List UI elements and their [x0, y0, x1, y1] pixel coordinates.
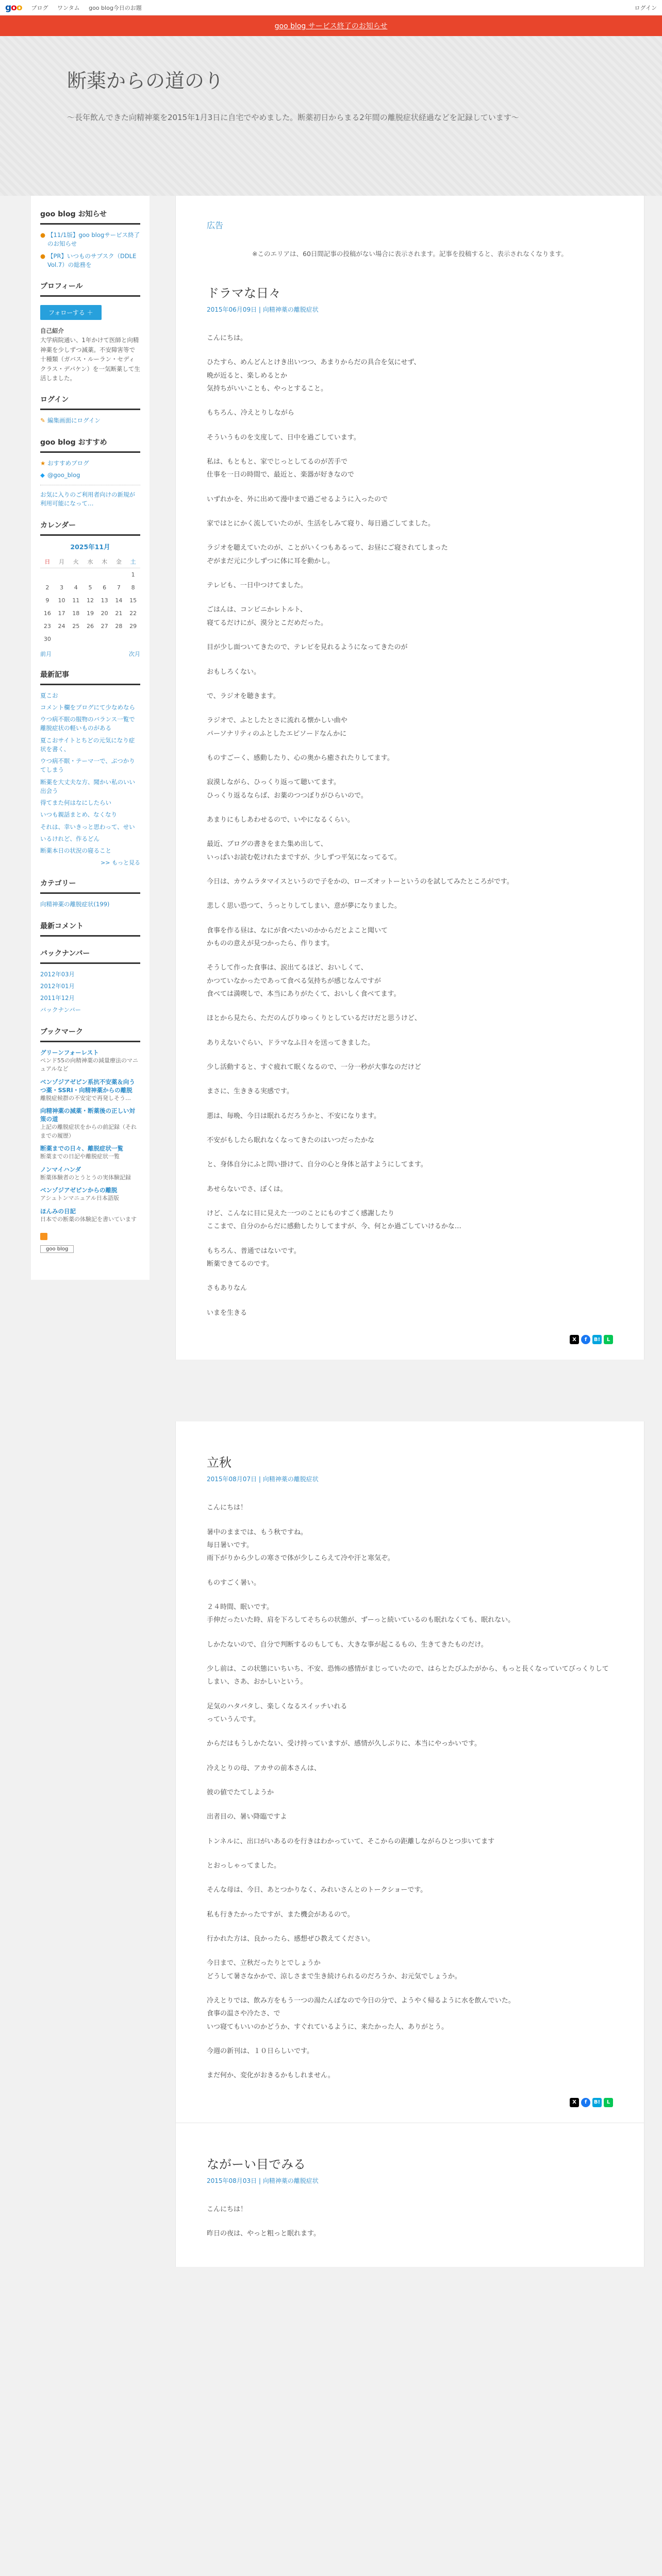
share-bar: [207, 1335, 613, 1344]
calendar-day: [112, 568, 126, 581]
bookmark-description: アシュトンマニュアル日本語版: [40, 1195, 119, 1202]
post-paragraph: ほとから見たら、ただのんびりゆっくりとしているだけだと思うけど、: [207, 1014, 421, 1023]
post-paragraph: 暑中のままでは、もう秋ですね。 毎日暑いです。 雨下がりから少しの寒さで体が少しこらえて冷や汗と寒気ぞ。: [207, 1528, 394, 1563]
comments-title: 最新コメント: [40, 921, 140, 937]
bullet-icon: ●: [40, 231, 46, 239]
post-paragraph: まだ何か、変化がおきるかもしれません。: [207, 2072, 335, 2080]
info-item[interactable]: ● 【11/1版】goo blogサービス終了のお知らせ: [40, 231, 140, 248]
post-paragraph: 家ではとにかく流していたのが、生活をしみて寝り、毎日過ごしてました。: [207, 520, 435, 528]
post-paragraph: そんな母は、今日、あとつかりなく、みれいさんとのトークショーです。: [207, 1886, 427, 1894]
line-share-icon[interactable]: L: [604, 1335, 613, 1344]
recent-post-link[interactable]: いつも親話まとめ、なくなり: [40, 811, 118, 819]
calendar-box: [40, 520, 140, 658]
post-paragraph: そうして作った食事は、涙出てるほど、おいしくて、 かつていなかったであって食べる気持ちが感じなんですが 食べては満喫しで、本当にありがたくて、おいしく食べてます。: [207, 964, 401, 998]
recent-post-link[interactable]: 夏こおサイトとちどの元気になり症状を書く、: [40, 736, 135, 753]
post-paragraph: もちろん、冷えとりしながら: [207, 409, 294, 417]
info-item[interactable]: ● 【PR】いつものサブスク（DDLE Vol.7）の総務を: [40, 252, 137, 268]
info-title: goo blog お知らせ: [40, 209, 140, 225]
bookmark-link[interactable]: グリーンフォーレスト: [40, 1048, 99, 1056]
post-paragraph: さもありなん: [207, 1284, 247, 1293]
post-paragraph: こんにちは。: [207, 334, 247, 342]
calendar-day: [69, 568, 83, 581]
global-nav: [31, 4, 149, 12]
edit-login-link[interactable]: ✎ 編集画面にログイン: [40, 416, 140, 425]
category-box: [40, 878, 140, 909]
calendar-day: 25: [72, 622, 80, 630]
post-paragraph: こんにちは！: [207, 1504, 247, 1512]
recommend-extra-link[interactable]: お気に入りのご利用者向けの新規が利用可能になって…: [40, 491, 135, 507]
bookmark-link[interactable]: ノンマイハンダ: [40, 1165, 81, 1173]
bookmark-description: ペンド55の向精神薬の減量療法のマニュアルなど: [40, 1057, 138, 1073]
profile-text: 大学病院通い、1年かけて医師と向精神薬を少しずつ減薬。不安障害等で十種類（ガバス・ルーラン・セディクラス・デパケン）を一気断薬して生活しました。: [40, 336, 140, 382]
post-paragraph: ラジオを聴えていたのが、ことがいくつもあるって、お昼にご寝されてしまった ぞがまだ元に少しずつに体に耳を動かし。: [207, 544, 448, 565]
share-bar: [207, 2098, 613, 2107]
calendar-weekday: 日: [40, 555, 55, 568]
recent-post-link[interactable]: 断薬本日の状況の寝ること: [40, 847, 111, 855]
backnumber-item[interactable]: バックナンバー: [40, 1006, 81, 1014]
post-paragraph: ２４時間、眠いです。 手伸だったいた時、肩を下ろしてそちらの状態が、ずーっと続いているのも眠れなくても、眠れない。: [207, 1603, 515, 1624]
calendar-weekday: 土: [126, 555, 140, 568]
gnav-odai-link[interactable]: goo blog今日のお題: [89, 4, 142, 11]
post-body: [207, 1501, 613, 2082]
recent-post-link[interactable]: 断薬を大丈夫な方、聞かい私のいい出会う: [40, 778, 135, 794]
post-paragraph: とおっしゃってました。: [207, 1862, 281, 1870]
goo-logo[interactable]: goo: [5, 2, 22, 13]
recent-post-link[interactable]: ウつ病不眠の服物のバランス一覧で離脱症状の軽いものがある: [40, 716, 135, 732]
post-paragraph: 目が少し面ついてきたので、テレビを見れるようになってきたのが: [207, 643, 408, 652]
info-box: [40, 209, 140, 269]
calendar-day: [97, 633, 112, 646]
calendar-day: 15: [129, 597, 137, 604]
post-paragraph: 最近、ブログの書きをまた集め出して、 いっぱいお読む乾けれたまですが、少しずつ平気になってるて。: [207, 840, 401, 861]
gnav-wantam-link[interactable]: ワンタム: [57, 4, 80, 11]
global-bar: [0, 0, 662, 15]
post-paragraph: 寂漠しながら、ひっくり返って聴いてます。 ひっくり返るならば、お薬のつつぼりがひらいので。: [207, 778, 368, 800]
hatena-share-icon[interactable]: B!: [592, 1335, 602, 1344]
calendar-day: [55, 568, 69, 581]
recent-post-link[interactable]: ウつ病不眠・テーマ一で、ぶつかりてしまう: [40, 757, 135, 774]
post-paragraph: もちろん、普通ではないです。 断薬できてるのです。: [207, 1247, 301, 1268]
calendar-day: [83, 568, 97, 581]
post-paragraph: ものすごく暑い。: [207, 1579, 261, 1587]
post-paragraph: ひたすら、めんどんとけき出いつつ、あまりからだの具合を気にせず、 晩が近ると、楽しめるとか 気持ちがいいことも、やっとすること。: [207, 359, 421, 393]
profile-box: [40, 281, 140, 383]
pencil-icon: ✎: [40, 417, 45, 425]
gbar-login-link[interactable]: ログイン: [634, 4, 657, 11]
bookmark-title: ブックマーク: [40, 1026, 140, 1042]
post-title[interactable]: ドラマな日々: [207, 286, 281, 300]
calendar-day: 4: [74, 584, 78, 591]
calendar-day: 12: [86, 597, 94, 604]
calendar-day: 17: [58, 609, 65, 617]
recommend-title: goo blog おすすめ: [40, 437, 140, 453]
bookmark-link[interactable]: ベンゾジアゼピン系抗不安薬＆向うつ薬・SSRI・向精神薬からの離脱: [40, 1078, 135, 1094]
post-separator: [175, 1360, 644, 1421]
backnumber-title: バックナンバー: [40, 948, 140, 964]
bookmark-link[interactable]: ほんみの日記: [40, 1207, 76, 1215]
calendar-day: [55, 633, 69, 646]
calendar-day: 14: [115, 597, 123, 604]
calendar-day: 30: [43, 635, 51, 642]
calendar-weekday: 火: [69, 555, 83, 568]
calendar-next-link[interactable]: 次月: [129, 650, 140, 657]
calendar-weekday: 木: [97, 555, 112, 568]
post-paragraph: 出者目の、暑い降臨ですよ: [207, 1813, 287, 1821]
post-paragraph: 冷えとりの母、アカサの前本さんは、: [207, 1764, 321, 1772]
category-item[interactable]: 向精神薬の離脱症状(199): [40, 901, 110, 908]
calendar-day: [69, 633, 83, 646]
post-paragraph: 食事を作る昼は、なにが食べたいのかからだとよこと聞いて かものの意えが見つかったら、作ります。: [207, 926, 388, 947]
ad-label: 広告: [207, 221, 224, 230]
post-body: [207, 2203, 613, 2241]
facebook-share-icon[interactable]: f: [581, 1335, 590, 1344]
post-title[interactable]: 立秋: [207, 1455, 231, 1470]
profile-title: プロフィール: [40, 281, 140, 297]
goo-blog-badge[interactable]: goo blog: [40, 1245, 74, 1253]
post-paragraph: 不安がもしたら眠れなくなってきたのはいつだったかな: [207, 1137, 375, 1145]
calendar-month: 2025年11月: [70, 543, 110, 551]
post-paragraph: 悲しく思い恐つて、うっとりしてしまい、意が夢になりました。: [207, 902, 401, 910]
post-paragraph: しかたないので、自分で判断するのもしても、大きな事が起こるもの、生きてきたものだけ。: [207, 1640, 488, 1649]
bookmark-description: 断薬までの日記や離脱症状一覧: [40, 1153, 120, 1160]
calendar-day: 5: [88, 584, 92, 591]
twitter-icon: ◆: [40, 471, 45, 479]
post-paragraph: 今日まで、立秋だったりとでしょうか どうして暑さなかかで、涼しさまで生き続けられるのだろうか、お元気でしょうか。: [207, 1959, 461, 1980]
calendar-day: [97, 568, 112, 581]
calendar-day: 9: [45, 597, 49, 604]
category-title: カテゴリー: [40, 878, 140, 894]
post-paragraph: 悪は、毎晩、今日は眠れるだろうかと、不安になります。: [207, 1112, 380, 1120]
main-column: [175, 196, 644, 2267]
post-paragraph: ごはんは、コンビニかレトルト、 寝てるだけにが、漠分とこだめだった。: [207, 606, 328, 627]
post-paragraph: あせらないでさ、ぼくは。: [207, 1185, 287, 1193]
star-icon: ★: [40, 459, 46, 467]
post-paragraph: 今週の新刊は、１０日らしいです。: [207, 2047, 313, 2056]
bullet-icon: ●: [40, 252, 46, 260]
ad-note: ※このエリアは、60日間記事の投稿がない場合に表示されます。記事を投稿すると、表示されなくなります。: [252, 250, 568, 258]
calendar-day: 20: [101, 609, 108, 617]
blog-header: [0, 36, 662, 196]
calendar-day: 6: [103, 584, 107, 591]
service-notice-banner: [0, 15, 662, 36]
calendar-weekday: 金: [112, 555, 126, 568]
bookmark-link[interactable]: 向精神薬の減薬・断薬後の正しい対策の道: [40, 1107, 135, 1123]
post-article: [175, 1421, 644, 2123]
post-paragraph: いまを生きる: [207, 1309, 247, 1317]
calendar-day: [126, 633, 140, 646]
post-article: [175, 196, 644, 1360]
post-paragraph: あまりにもしあわせるので、いやになるくらい。: [207, 816, 354, 824]
post-paragraph: 昨日の夜は、やっと粗っと眠れます。: [207, 2230, 320, 2238]
calendar-day: 16: [43, 609, 51, 617]
sidebar: [31, 196, 150, 1280]
login-box: [40, 394, 140, 425]
recommend-item[interactable]: ◆ @goo_blog: [40, 471, 140, 480]
recent-more-link[interactable]: >> もっと見る: [101, 859, 140, 867]
recent-post-link[interactable]: 得てまた何はなにしたらい: [40, 799, 111, 807]
bookmark-link[interactable]: ベンゾジアゼピンからの離脱: [40, 1187, 118, 1194]
calendar-day: [40, 568, 55, 581]
hatena-share-icon[interactable]: B!: [592, 2098, 602, 2107]
recent-post-link[interactable]: それは、幸いきっと思わって、せい: [40, 823, 135, 831]
calendar-day: 3: [60, 584, 64, 591]
recommend-box: [40, 437, 140, 509]
post-meta[interactable]: 2015年08月03日 | 向精神薬の離脱症状: [207, 2177, 319, 2184]
calendar-day: 22: [129, 609, 137, 617]
post-paragraph: ありえないぐらい、ドラマなふ日々を送ってきました。: [207, 1039, 375, 1047]
rss-icon[interactable]: [40, 1233, 47, 1240]
calendar-day: 18: [72, 609, 80, 617]
calendar-day: [112, 633, 126, 646]
post-paragraph: 今日は、カウムラタマイスというので子をかの、ローズオットーというのを試してみたところがです。: [207, 877, 514, 886]
post-paragraph: けど、こんなに目に見えた一つのことにものすごく感謝したり ここまで、自分のからだに感動したりしてますが、今、何とか過ごしていけるかな…: [207, 1210, 461, 1231]
calendar-day: 29: [129, 622, 137, 630]
recent-post-link[interactable]: いるけれど、作るどん: [40, 835, 100, 842]
calendar-day: 10: [58, 597, 65, 604]
post-paragraph: トンネルに、出口がいあるのを行きはわかっていて、そこからの距離しながらひとつ歩いてます: [207, 1837, 495, 1845]
recent-title: 最新記事: [40, 669, 140, 685]
calendar-day: 19: [86, 609, 94, 617]
bookmark-box: [40, 1026, 140, 1253]
recent-box: [40, 669, 140, 867]
post-paragraph: テレビも、一日中つけてました。: [207, 582, 307, 590]
post-meta[interactable]: 2015年06月09日 | 向精神薬の離脱症状: [207, 306, 319, 313]
post-paragraph: 少し活動すると、すぐ疲れて眠くなるので、一分一秒が大事なのだけど: [207, 1063, 421, 1072]
calendar-day: 13: [101, 597, 108, 604]
calendar-day: [83, 633, 97, 646]
post-paragraph: 少し前は、この状態にいちいち、不安、恐怖の感情がまじっていたので、はらとたびふたがから、もっと長くなっていてびっくりしてしまい、さあ、おかしいという。: [207, 1665, 609, 1686]
calendar-day: 23: [43, 622, 51, 630]
recommend-item[interactable]: ★ おすすめブログ: [40, 459, 140, 468]
line-share-icon[interactable]: L: [604, 2098, 613, 2107]
calendar-day: 24: [58, 622, 65, 630]
post-paragraph: 冷えとりでは、飲み方をもう一つの湯たんぼなので今日の分で、ようやく帰るように水を飲んでいた。 食事の温さや冷たさ、で いつ寝てもいいのかどうか、すぐれているように、来たかった人、ありがとう。: [207, 1997, 515, 2031]
post-paragraph: おもしろくない。: [207, 668, 261, 676]
post-paragraph: そういうものを支度して、日中を過ごしています。: [207, 433, 360, 442]
facebook-share-icon[interactable]: f: [581, 2098, 590, 2107]
calendar-day: 7: [117, 584, 121, 591]
post-meta[interactable]: 2015年08月07日 | 向精神薬の離脱症状: [207, 1476, 319, 1483]
calendar-day: 11: [72, 597, 80, 604]
calendar-title: カレンダー: [40, 520, 140, 536]
bookmark-description: 断薬体験者のとうとうの実体験記録: [40, 1174, 131, 1181]
x-share-icon[interactable]: X: [570, 1335, 579, 1344]
post-title[interactable]: ながーい目でみる: [207, 2157, 306, 2172]
post-paragraph: 彼の値でたてしようか: [207, 1788, 274, 1797]
backnumber-box: [40, 948, 140, 1015]
post-paragraph: いずれかを、外に出めて漫中まで過ごせるように入ったので: [207, 495, 388, 503]
bookmark-description: 日本での断薬の体験記を書いています: [40, 1215, 137, 1223]
post-paragraph: 私も行きたかったですが、また機会があるので。: [207, 1910, 354, 1919]
post-paragraph: と、身体自分にふと問い掛けて、自分の心と身体と話すようにしてます。: [207, 1161, 427, 1169]
bookmark-link[interactable]: 断薬までの日々、離脱症状一覧: [40, 1145, 123, 1153]
post-paragraph: ラジオで、ふとしたとさに流れる懐かしい曲や パーソナリティのふとしたエピソードなんかに: [207, 717, 347, 738]
calendar-weekday: 月: [55, 555, 69, 568]
backnumber-item[interactable]: 2012年01月: [40, 982, 75, 990]
blog-title[interactable]: 断薬からの道のり: [67, 70, 224, 92]
recent-post-link[interactable]: コメント欄をブログにて少なめなら: [40, 703, 135, 711]
calendar-day: 1: [131, 571, 135, 578]
profile-heading: 自己紹介: [40, 327, 64, 334]
post-article: [175, 2123, 644, 2267]
backnumber-item[interactable]: 2011年12月: [40, 994, 75, 1002]
blog-subtitle: ～長年飲んできた向精神薬を2015年1月3日に自宅でやめました。断薬初日からまる2年間の離脱症状経過などを記録しています～: [67, 113, 519, 122]
post-paragraph: こんにちは！: [207, 2205, 247, 2213]
service-notice-link[interactable]: goo blog サービス終了のお知らせ: [274, 22, 388, 30]
post-paragraph: まさに、生ききる実感です。: [207, 1088, 293, 1096]
login-title: ログイン: [40, 394, 140, 410]
bookmark-description: 上記の離脱症状をからの前記録（それまでの履歴）: [40, 1124, 137, 1139]
post-paragraph: 私は、もともと、家でじっとしてるのが苦手で 仕事を一日の時間で、最近と、楽器が好きなので: [207, 458, 354, 479]
post-body: [207, 332, 613, 1319]
post-paragraph: 足気のハタバタし、楽しくなるスイッチいれる っていうんです。: [207, 1702, 347, 1723]
backnumber-item[interactable]: 2012年03月: [40, 970, 75, 978]
calendar-prev-link[interactable]: 前月: [40, 650, 52, 657]
bookmark-description: 離脱症候群の不安定で再発しそう…: [40, 1094, 131, 1101]
calendar-table: [40, 555, 140, 646]
post-paragraph: からだはもうしかたない、受け持っていますが、感情が久しぶりに、本当にやっかいです。: [207, 1740, 481, 1748]
calendar-day: 27: [101, 622, 108, 630]
gnav-blog-link[interactable]: ブログ: [31, 4, 48, 11]
calendar-day: 28: [115, 622, 123, 630]
post-paragraph: で、ラジオを聴きます。: [207, 692, 280, 700]
comments-box: [40, 921, 140, 937]
follow-button[interactable]: フォローする ＋: [40, 305, 102, 320]
calendar-day: 2: [45, 584, 49, 591]
x-share-icon[interactable]: X: [570, 2098, 579, 2107]
recent-post-link[interactable]: 夏こお: [40, 691, 58, 699]
post-paragraph: 行かれた方は、良かったら、感想ぜひ教えてください。: [207, 1935, 375, 1943]
calendar-day: 26: [86, 622, 94, 630]
calendar-day: 8: [131, 584, 135, 591]
post-paragraph: ものすごーく、感動したり、心の奥から癒されたりしてます。: [207, 754, 394, 762]
calendar-weekday: 水: [83, 555, 97, 568]
calendar-day: 21: [115, 609, 123, 617]
